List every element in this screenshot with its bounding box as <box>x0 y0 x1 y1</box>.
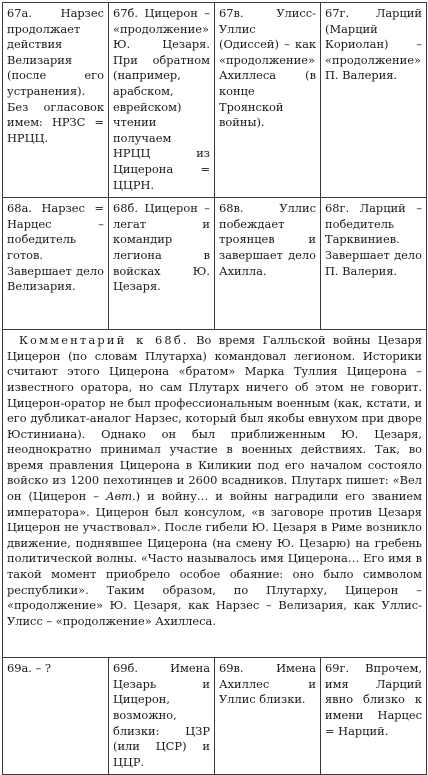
cell-text: 69а. – ? <box>7 661 51 676</box>
table-cell-69a <box>3 658 109 775</box>
comment-heading: Комментарий к 68б. <box>19 333 189 348</box>
comment-text-part1: Во время Галльской войны Цезаря Цицерон (по словам Плутарха) командовал легионом. Историки считают этого Цицерона «братом» Марка Туллия Цицерона – известного оратора, но сам Плутарх ничего об этом не говорит. Цицерон-оратор не был профессиональным военным (как, кстати, и его дубликат-аналог Нарзес, который был якобы евнухом при дворе Юстиниана). Однако он был приближенным Ю. Цезаря, неоднократно принимал участие в военных действиях. Так, во время правления Цицерона в Киликии под его началом состояло войско из 1200 пехотинцев и 2600 всадников. Плутарх пишет: «Вел он (Цицерон – <box>7 333 422 504</box>
table-cell-67g <box>321 3 427 198</box>
cell-text: 68б. Цицерон – легат и командир легиона в войсках Ю. Цезаря. <box>113 201 210 294</box>
table-row <box>3 3 427 198</box>
cell-text: 67а. Нарзес продолжает действия Велизария (после его устранения). Без огласовок имем: НРЗС = НРЦЦ. <box>7 6 104 145</box>
cell-text: 68г. Ларций – победитель Тарквиниев. Завершает дело П. Валерия. <box>325 201 422 278</box>
cell-text: 69б. Имена Цезарь и Цицерон, возможно, близки: ЦЗР (или ЦСР) и ЦЦР. <box>113 661 210 769</box>
table-row <box>3 658 427 775</box>
cell-text: 67б. Цицерон – «продолжение» Ю. Цезаря. При обратном (например, арабском, еврейском) чтении получаем НРЦЦ из Цицерона = ЦЦРН. <box>113 6 210 192</box>
comparison-table <box>2 2 427 775</box>
cell-text: 69г. Впрочем, имя Ларций явно близко к имени Нарцес = Нарций. <box>325 661 422 738</box>
cell-text: 68в. Уллис побеждает троянцев и завершает дело Ахилла. <box>219 201 316 278</box>
comment-cell <box>3 330 427 658</box>
table-row <box>3 198 427 330</box>
cell-text: 68а. Нарзес = Нарцес – победитель готов. Завершает дело Велизария. <box>7 201 104 294</box>
comment-text-part2: ) и войну… и войны наградили его званием императора». Цицерон был консулом, «в заговоре против Цезаря Цицерон не участвовал». После гибели Ю. Цезаря в Риме возникло движение, поднявшее Цицерона (на смену Ю. Цезарю) на гребень политической волны. «Часто называлось имя Цицерона… Его имя в такой момент приобрело особое обаяние: оно было символом республики». Таким образом, по Плутарху, Цицерон – «продолжение» Ю. Цезаря, как Нарзес – Велизария, как Уллис-Улисс – «продолжение» Ахиллеса. <box>7 489 422 628</box>
comment-paragraph <box>7 333 422 629</box>
table-cell-67b <box>109 3 215 198</box>
author-note: Авт. <box>105 489 136 504</box>
table-cell-69v <box>215 658 321 775</box>
cell-text: 67в. Улисс-Уллис (Одиссей) – как «продолжение» Ахиллеса (в конце Троянской войны). <box>219 6 316 130</box>
table-cell-67a <box>3 3 109 198</box>
table-cell-69g <box>321 658 427 775</box>
table-cell-68a <box>3 198 109 330</box>
cell-text: 67г. Ларций (Марций Кориолан) – «продолжение» П. Валерия. <box>325 6 422 83</box>
table-row-comment <box>3 330 427 658</box>
cell-text: 69в. Имена Ахиллес и Уллис близки. <box>219 661 316 707</box>
table-cell-67v <box>215 3 321 198</box>
table-cell-68b <box>109 198 215 330</box>
table-cell-68v <box>215 198 321 330</box>
table-cell-69b <box>109 658 215 775</box>
table-cell-68g <box>321 198 427 330</box>
